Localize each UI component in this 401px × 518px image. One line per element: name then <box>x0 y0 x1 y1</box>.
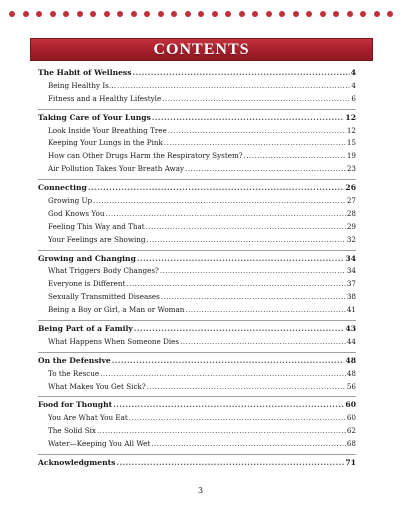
toc-entry-page: 29 <box>346 221 356 231</box>
toc-chapter[interactable] <box>38 399 356 412</box>
toc-entry[interactable] <box>38 221 356 234</box>
dot-ornament <box>252 11 258 17</box>
dot-leader <box>100 368 346 381</box>
toc-entry-title: Being a Boy or Girl, a Man or Woman <box>48 305 185 315</box>
toc-chapter-page: 26 <box>345 183 356 193</box>
toc-chapter[interactable] <box>38 253 356 266</box>
toc-chapter-page: 4 <box>350 68 356 77</box>
dot-leader <box>185 163 346 176</box>
toc-entry-page: 28 <box>346 208 356 218</box>
toc-entry-title: To the Rescue <box>48 368 100 378</box>
dot-ornament <box>90 11 96 17</box>
toc-section <box>38 65 356 110</box>
dot-leader <box>126 278 345 291</box>
toc-entry-page: 4 <box>351 80 356 90</box>
toc-section <box>38 110 356 180</box>
toc-entry-page: 38 <box>346 292 356 302</box>
dot-ornament <box>212 11 218 17</box>
toc-chapter-title: Acknowledgments <box>38 458 116 468</box>
toc-entry-title: Growing Up <box>48 196 93 206</box>
toc-entry-page: 60 <box>346 413 356 423</box>
toc-section <box>38 397 356 455</box>
toc-entry-title: Your Feelings are Showing <box>48 234 146 244</box>
toc-entry-title: What Triggers Body Changes? <box>48 266 159 276</box>
toc-entry[interactable] <box>38 425 356 438</box>
dot-leader <box>152 112 345 125</box>
toc-entry-title: Sexually Transmitted Diseases <box>48 292 160 302</box>
toc-entry-page: 37 <box>346 279 356 289</box>
dot-ornament <box>171 11 177 17</box>
toc-entry-page: 48 <box>346 368 356 378</box>
toc-entry[interactable] <box>38 336 356 349</box>
dot-leader <box>162 93 350 106</box>
dot-ornament <box>266 11 272 17</box>
dot-ornament <box>104 11 110 17</box>
toc-entry-title: Fitness and a Healthy Lifestyle <box>48 93 162 103</box>
toc-entry[interactable] <box>38 93 356 106</box>
dot-leader <box>160 265 346 278</box>
toc-chapter-page: 60 <box>345 400 356 410</box>
toc-chapter-title: Connecting <box>38 183 87 193</box>
dot-ornament <box>293 11 299 17</box>
dot-leader <box>147 234 346 247</box>
table-of-contents <box>38 65 356 473</box>
toc-chapter[interactable] <box>38 323 356 336</box>
dot-ornament <box>131 11 137 17</box>
toc-chapter[interactable] <box>38 457 356 470</box>
dot-ornament <box>50 11 56 17</box>
toc-section <box>38 455 356 473</box>
page-number: 3 <box>197 486 204 495</box>
dot-ornament <box>198 11 204 17</box>
dot-leader <box>113 399 344 412</box>
dot-ornament <box>36 11 42 17</box>
toc-entry[interactable] <box>38 412 356 425</box>
page-title: CONTENTS <box>153 40 250 58</box>
dot-ornament <box>387 11 393 17</box>
dot-ornament <box>9 11 15 17</box>
toc-chapter-page: 34 <box>345 253 356 263</box>
toc-entry-title: What Makes You Get Sick? <box>48 381 146 391</box>
dot-ornament <box>333 11 339 17</box>
dot-ornament <box>144 11 150 17</box>
toc-chapter[interactable] <box>38 355 356 368</box>
dot-leader <box>117 80 350 93</box>
toc-entry[interactable] <box>38 291 356 304</box>
toc-entry[interactable] <box>38 278 356 291</box>
dot-leader <box>129 412 346 425</box>
toc-entry-title: Keeping Your Lungs in the Pink <box>48 138 163 148</box>
toc-chapter-title: The Habit of Wellness <box>38 68 132 77</box>
toc-entry-title: Look Inside Your Breathing Tree <box>48 125 167 135</box>
toc-entry-page: 32 <box>346 234 356 244</box>
toc-entry-title: What Happens When Someone Dies <box>48 336 180 346</box>
contents-banner <box>30 38 373 61</box>
toc-entry-title: Being Healthy Is… <box>48 80 117 90</box>
toc-entry-page: 27 <box>346 196 356 206</box>
toc-entry-page: 62 <box>346 426 356 436</box>
toc-entry[interactable] <box>38 125 356 138</box>
toc-entry-title: Everyone is Different <box>48 279 126 289</box>
toc-entry-page: 34 <box>346 266 356 276</box>
toc-entry-page: 12 <box>346 125 356 135</box>
toc-entry[interactable] <box>38 137 356 150</box>
toc-section <box>38 180 356 250</box>
toc-entry-page: 44 <box>346 336 356 346</box>
dot-ornament <box>306 11 312 17</box>
toc-entry-title: You Are What You Eat <box>48 413 128 423</box>
toc-chapter-title: On the Defensive <box>38 355 111 365</box>
dot-ornament <box>117 11 123 17</box>
toc-section <box>38 251 356 321</box>
toc-entry-page: 68 <box>346 439 356 449</box>
dot-leader <box>168 125 346 138</box>
toc-entry-page: 41 <box>346 305 356 315</box>
dot-leader <box>105 208 345 221</box>
toc-chapter-title: Growing and Changing <box>38 253 136 263</box>
dot-leader <box>146 221 346 234</box>
toc-entry[interactable] <box>38 234 356 247</box>
toc-section <box>38 353 356 398</box>
dot-leader <box>134 323 345 336</box>
toc-chapter-title: Food for Thought <box>38 400 113 410</box>
toc-entry-page: 15 <box>346 138 356 148</box>
dot-leader <box>88 182 345 195</box>
dot-ornament <box>77 11 83 17</box>
toc-chapter[interactable] <box>38 67 356 80</box>
dot-leader <box>151 438 346 451</box>
dot-ornament <box>23 11 29 17</box>
dot-leader <box>164 137 346 150</box>
toc-entry-page: 6 <box>351 93 356 103</box>
dot-leader <box>132 67 349 80</box>
toc-entry[interactable] <box>38 381 356 394</box>
dot-ornament <box>279 11 285 17</box>
dot-leader <box>93 195 346 208</box>
toc-chapter[interactable] <box>38 182 356 195</box>
toc-chapter-title: Taking Care of Your Lungs <box>38 112 151 122</box>
toc-entry[interactable] <box>38 150 356 163</box>
dot-leader <box>244 150 346 163</box>
toc-entry[interactable] <box>38 438 356 451</box>
dot-leader <box>97 425 346 438</box>
dot-leader <box>161 291 346 304</box>
toc-entry-title: Feeling This Way and That <box>48 221 145 231</box>
dot-ornament <box>239 11 245 17</box>
dot-ornament <box>225 11 231 17</box>
toc-entry-title: How can Other Drugs Harm the Respiratory System? <box>48 151 243 161</box>
dot-ornament <box>320 11 326 17</box>
toc-entry-page: 19 <box>346 151 356 161</box>
toc-chapter[interactable] <box>38 112 356 125</box>
dot-leader <box>147 381 346 394</box>
dot-leader <box>116 457 344 470</box>
toc-chapter-page: 43 <box>345 324 356 334</box>
toc-entry[interactable] <box>38 80 356 93</box>
dot-leader <box>112 355 345 368</box>
toc-entry[interactable] <box>38 265 356 278</box>
toc-entry-page: 23 <box>346 164 356 174</box>
toc-entry-title: Water—Keeping You All Wet <box>48 439 151 449</box>
toc-entry[interactable] <box>38 195 356 208</box>
dot-ornament <box>158 11 164 17</box>
toc-entry[interactable] <box>38 368 356 381</box>
toc-entry-title: The Solid Six <box>48 426 96 436</box>
dot-ornament <box>360 11 366 17</box>
dot-ornament <box>185 11 191 17</box>
decorative-dot-border <box>9 10 393 18</box>
dot-leader <box>185 304 345 317</box>
toc-chapter-page: 71 <box>345 458 356 468</box>
dot-leader <box>180 336 346 349</box>
toc-entry-page: 56 <box>346 381 356 391</box>
dot-ornament <box>374 11 380 17</box>
toc-chapter-title: Being Part of a Family <box>38 324 133 334</box>
dot-leader <box>137 253 345 266</box>
dot-ornament <box>347 11 353 17</box>
toc-entry-title: God Knows You <box>48 208 105 218</box>
dot-ornament <box>63 11 69 17</box>
toc-entry[interactable] <box>38 304 356 317</box>
toc-entry[interactable] <box>38 163 356 176</box>
toc-entry-title: Air Pollution Takes Your Breath Away <box>48 164 185 174</box>
toc-entry[interactable] <box>38 208 356 221</box>
toc-chapter-page: 48 <box>345 355 356 365</box>
toc-chapter-page: 12 <box>345 112 356 122</box>
toc-section <box>38 321 356 353</box>
